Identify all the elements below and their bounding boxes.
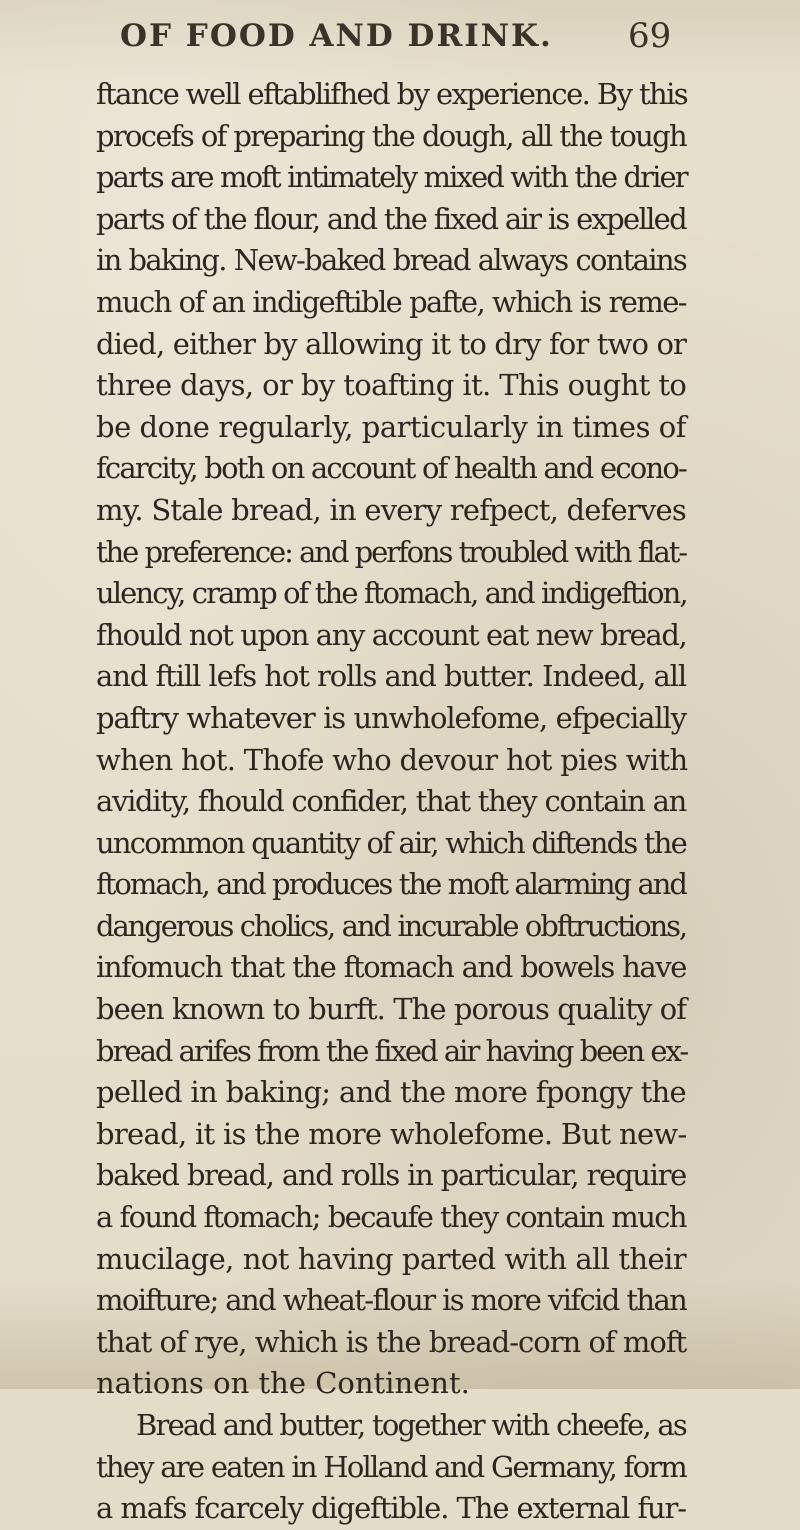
text-line: uncommon quantity of air, which diftends the bbox=[96, 825, 686, 860]
body-text bbox=[96, 74, 686, 1530]
text-line: in baking. New-baked bread always contains bbox=[96, 243, 686, 278]
text-line: parts are moft intimately mixed with the drier bbox=[96, 160, 687, 195]
text-line: avidity, fhould confider, that they contain an bbox=[96, 784, 686, 819]
text-line: my. Stale bread, in every refpect, deferves bbox=[96, 492, 686, 527]
text-line: much of an indigeftible pafte, which is reme- bbox=[96, 284, 686, 319]
text-line: mucilage, not having parted with all their bbox=[96, 1241, 686, 1276]
text-line: be done regularly, particularly in times of bbox=[96, 409, 686, 444]
text-line: Bread and butter, together with cheefe, as bbox=[136, 1408, 686, 1442]
text-line: ulency, cramp of the ftomach, and indigeftion, bbox=[96, 576, 687, 611]
text-line: parts of the flour, and the fixed air is expelled bbox=[96, 201, 686, 236]
text-line: dangerous cholics, and incurable obftructions, bbox=[96, 908, 686, 943]
text-line: moifture; and wheat-flour is more vifcid than bbox=[96, 1283, 687, 1318]
text-line: bread arifes from the fixed air having been ex- bbox=[96, 1033, 688, 1068]
running-title: OF FOOD AND DRINK. bbox=[120, 18, 553, 54]
text-line: nations on the Continent. bbox=[96, 1366, 470, 1401]
text-line: a found ftomach; becaufe they contain much bbox=[96, 1200, 686, 1235]
text-line: that of rye, which is the bread-corn of moft bbox=[96, 1324, 687, 1359]
text-line: when hot. Thofe who devour hot pies with bbox=[96, 742, 688, 777]
text-line: died, either by allowing it to dry for two or bbox=[96, 326, 686, 361]
page-number: 69 bbox=[628, 16, 672, 56]
text-line: three days, or by toafting it. This ought to bbox=[96, 368, 687, 403]
text-line: fhould not upon any account eat new bread, bbox=[96, 617, 687, 652]
text-line: pelled in baking; and the more fpongy the bbox=[96, 1075, 686, 1110]
text-line: procefs of preparing the dough, all the tough bbox=[96, 118, 686, 153]
text-line: ftance well eftablifhed by experience. By this bbox=[96, 77, 688, 111]
text-line: infomuch that the ftomach and bowels have bbox=[96, 950, 686, 985]
text-line: the preference: and perfons troubled with flat- bbox=[96, 534, 686, 569]
text-line: paftry whatever is unwholefome, efpecially bbox=[96, 700, 686, 735]
text-line: they are eaten in Holland and Germany, form bbox=[96, 1449, 686, 1484]
text-line: been known to burft. The porous quality of bbox=[96, 992, 686, 1027]
text-line: and ftill lefs hot rolls and butter. Indeed, all bbox=[96, 659, 686, 694]
text-line: fcarcity, both on account of health and econo- bbox=[96, 451, 686, 486]
text-line: bread, it is the more wholefome. But new- bbox=[96, 1116, 687, 1151]
text-line: baked bread, and rolls in particular, require bbox=[96, 1158, 686, 1193]
text-line: ftomach, and produces the moft alarming and bbox=[96, 867, 686, 902]
running-head bbox=[0, 12, 800, 62]
text-line: a mafs fcarcely digeftible. The external fur- bbox=[96, 1491, 686, 1526]
